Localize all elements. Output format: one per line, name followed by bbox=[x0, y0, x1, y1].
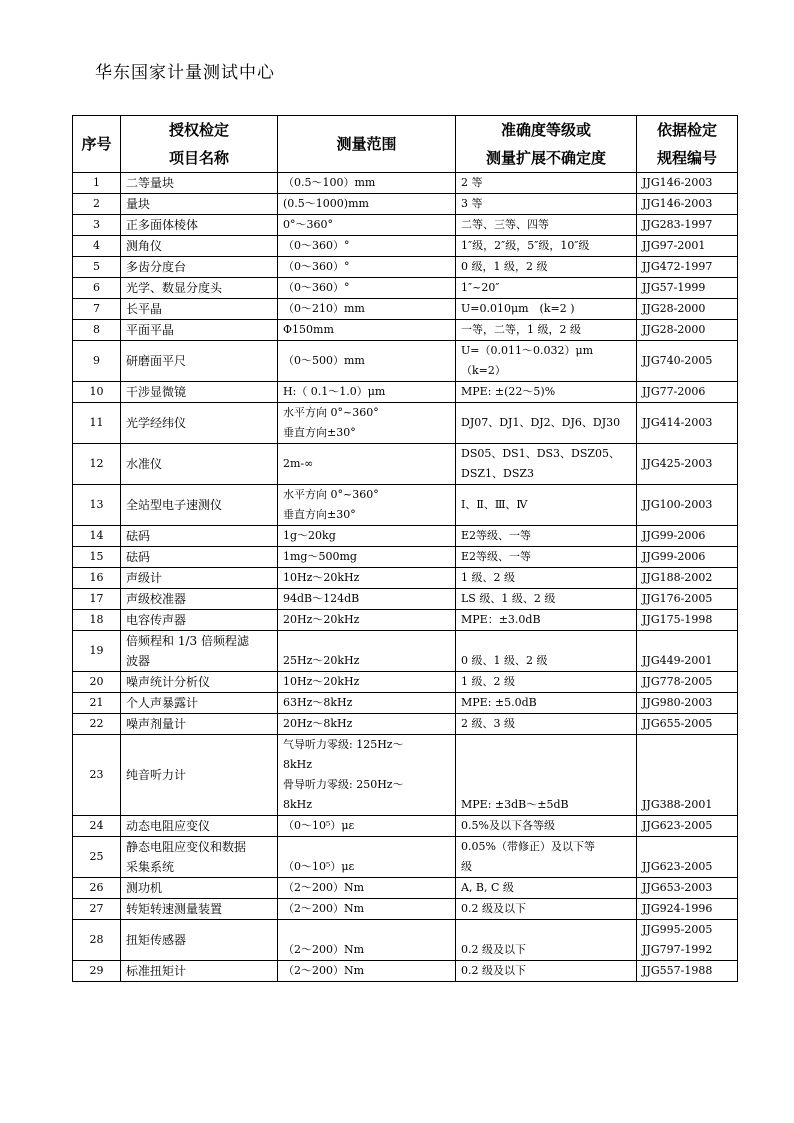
accuracy-grade: 1 级、2 级 bbox=[456, 568, 637, 589]
measurement-range: （0.5～100）mm bbox=[278, 173, 456, 194]
table-header-row bbox=[73, 116, 738, 173]
regulation-code: JJG388-2001 bbox=[637, 735, 738, 816]
row-number: 6 bbox=[73, 278, 121, 299]
measurement-range: （0～210）mm bbox=[278, 299, 456, 320]
accuracy-grade: Ⅰ、Ⅱ、Ⅲ、Ⅳ bbox=[456, 485, 637, 526]
row-number: 18 bbox=[73, 610, 121, 631]
accuracy-grade: E2等级、一等 bbox=[456, 547, 637, 568]
table-row bbox=[73, 961, 738, 982]
measurement-range: 20Hz～8kHz bbox=[278, 714, 456, 735]
accuracy-grade: E2等级、一等 bbox=[456, 526, 637, 547]
item-name: 噪声统计分析仪 bbox=[121, 672, 278, 693]
item-name: 量块 bbox=[121, 194, 278, 215]
accuracy-grade: 一等，二等，1 级，2 级 bbox=[456, 320, 637, 341]
item-name: 砝码 bbox=[121, 547, 278, 568]
item-name: 全站型电子速测仪 bbox=[121, 485, 278, 526]
regulation-code: JJG57-1999 bbox=[637, 278, 738, 299]
measurement-range: 20Hz～20kHz bbox=[278, 610, 456, 631]
regulation-code: JJG97-2001 bbox=[637, 236, 738, 257]
accuracy-grade: MPE: ±5.0dB bbox=[456, 693, 637, 714]
item-name: 噪声剂量计 bbox=[121, 714, 278, 735]
item-name: 纯音听力计 bbox=[121, 735, 278, 816]
item-name: 光学、数显分度头 bbox=[121, 278, 278, 299]
page-title: 华东国家计量测试中心 bbox=[95, 63, 275, 83]
regulation-code: JJG99-2006 bbox=[637, 547, 738, 568]
item-name: 测角仪 bbox=[121, 236, 278, 257]
row-number: 13 bbox=[73, 485, 121, 526]
row-number: 27 bbox=[73, 899, 121, 920]
regulation-code: JJG653-2003 bbox=[637, 878, 738, 899]
regulation-code: JJG623-2005 bbox=[637, 837, 738, 878]
table-row bbox=[73, 173, 738, 194]
row-number: 20 bbox=[73, 672, 121, 693]
row-number: 14 bbox=[73, 526, 121, 547]
header-basis-line: 规程编号 bbox=[656, 149, 717, 167]
accuracy-grade: U=0.010μm (k=2 ) bbox=[456, 299, 637, 320]
measurement-range-line: 骨导听力零级: 250Hz～ bbox=[283, 778, 404, 791]
row-number: 12 bbox=[73, 444, 121, 485]
item-name: 干涉显微镜 bbox=[121, 382, 278, 403]
table-row bbox=[73, 672, 738, 693]
row-number: 15 bbox=[73, 547, 121, 568]
regulation-code: JJG449-2001 bbox=[637, 631, 738, 672]
measurement-range: （0～360）° bbox=[278, 257, 456, 278]
measurement-range-line: 垂直方向±30° bbox=[283, 508, 356, 521]
measurement-range bbox=[278, 735, 456, 816]
regulation-code: JJG175-1998 bbox=[637, 610, 738, 631]
accuracy-grade: 二等、三等、四等 bbox=[456, 215, 637, 236]
measurement-range: （0～360）° bbox=[278, 278, 456, 299]
row-number: 26 bbox=[73, 878, 121, 899]
header-accuracy bbox=[456, 116, 637, 173]
item-name: 电容传声器 bbox=[121, 610, 278, 631]
regulation-code: JJG980-2003 bbox=[637, 693, 738, 714]
item-name: 二等量块 bbox=[121, 173, 278, 194]
row-number: 8 bbox=[73, 320, 121, 341]
table-row bbox=[73, 714, 738, 735]
table-row bbox=[73, 485, 738, 526]
header-basis-line: 依据检定 bbox=[656, 121, 717, 139]
table-row bbox=[73, 735, 738, 816]
row-number: 11 bbox=[73, 403, 121, 444]
table-body bbox=[73, 173, 738, 982]
measurement-range: （2～200）Nm bbox=[278, 920, 456, 961]
measurement-range: （2～200）Nm bbox=[278, 899, 456, 920]
accuracy-grade: 2 等 bbox=[456, 173, 637, 194]
accuracy-grade bbox=[456, 837, 637, 878]
measurement-range: （0～10⁵）με bbox=[278, 816, 456, 837]
table-row bbox=[73, 816, 738, 837]
row-number: 19 bbox=[73, 631, 121, 672]
header-accuracy-line: 准确度等级或 bbox=[500, 121, 591, 139]
item-name: 转矩转速测量装置 bbox=[121, 899, 278, 920]
table-row bbox=[73, 837, 738, 878]
regulation-code: JJG283-1997 bbox=[637, 215, 738, 236]
item-name-line: 波器 bbox=[126, 654, 151, 668]
regulation-code: JJG924-1996 bbox=[637, 899, 738, 920]
measurement-range: 2m-∞ bbox=[278, 444, 456, 485]
table-row bbox=[73, 403, 738, 444]
measurement-range-line: 垂直方向±30° bbox=[283, 426, 356, 439]
accuracy-grade-line: 0.05%（带修正）及以下等 bbox=[461, 840, 595, 853]
regulation-code: JJG146-2003 bbox=[637, 194, 738, 215]
table-row bbox=[73, 278, 738, 299]
table-row bbox=[73, 320, 738, 341]
row-number: 16 bbox=[73, 568, 121, 589]
regulation-code: JJG740-2005 bbox=[637, 341, 738, 382]
measurement-range: 1mg～500mg bbox=[278, 547, 456, 568]
regulation-code: JJG472-1997 bbox=[637, 257, 738, 278]
header-item-line: 授权检定 bbox=[168, 121, 229, 139]
regulation-code: JJG778-2005 bbox=[637, 672, 738, 693]
item-name: 声级校准器 bbox=[121, 589, 278, 610]
measurement-range: (0.5～1000)mm bbox=[278, 194, 456, 215]
table-row bbox=[73, 920, 738, 961]
regulation-code-line: JJG797-1992 bbox=[642, 943, 713, 956]
table-row bbox=[73, 215, 738, 236]
table-row bbox=[73, 382, 738, 403]
row-number: 1 bbox=[73, 173, 121, 194]
table-row bbox=[73, 194, 738, 215]
measurement-range-line: 8kHz bbox=[283, 798, 313, 811]
header-no: 序号 bbox=[73, 116, 121, 173]
accuracy-grade: 2 级、3 级 bbox=[456, 714, 637, 735]
accuracy-grade: 0.5%及以下各等级 bbox=[456, 816, 637, 837]
table-row bbox=[73, 444, 738, 485]
regulation-code: JJG28-2000 bbox=[637, 299, 738, 320]
accuracy-grade: MPE: ±(22～5)% bbox=[456, 382, 637, 403]
regulation-code: JJG99-2006 bbox=[637, 526, 738, 547]
table-row bbox=[73, 568, 738, 589]
measurement-range: （2～200）Nm bbox=[278, 961, 456, 982]
regulation-code: JJG146-2003 bbox=[637, 173, 738, 194]
accuracy-grade bbox=[456, 341, 637, 382]
table-row bbox=[73, 693, 738, 714]
row-number: 25 bbox=[73, 837, 121, 878]
row-number: 5 bbox=[73, 257, 121, 278]
accuracy-grade: DJ07、DJ1、DJ2、DJ6、DJ30 bbox=[456, 403, 637, 444]
item-name: 砝码 bbox=[121, 526, 278, 547]
regulation-code-line: JJG995-2005 bbox=[642, 923, 713, 936]
regulation-code: JJG77-2006 bbox=[637, 382, 738, 403]
accuracy-grade: 3 等 bbox=[456, 194, 637, 215]
item-name: 扭矩传感器 bbox=[121, 920, 278, 961]
measurement-range: 94dB～124dB bbox=[278, 589, 456, 610]
table-row bbox=[73, 631, 738, 672]
item-name: 标准扭矩计 bbox=[121, 961, 278, 982]
measurement-range-line: 水平方向 0°~360° bbox=[283, 488, 379, 501]
regulation-code: JJG188-2002 bbox=[637, 568, 738, 589]
regulation-code bbox=[637, 920, 738, 961]
item-name: 测功机 bbox=[121, 878, 278, 899]
item-name: 研磨面平尺 bbox=[121, 341, 278, 382]
accuracy-grade: 0.2 级及以下 bbox=[456, 920, 637, 961]
row-number: 23 bbox=[73, 735, 121, 816]
table-row bbox=[73, 589, 738, 610]
accuracy-grade: 0 级，1 级，2 级 bbox=[456, 257, 637, 278]
row-number: 3 bbox=[73, 215, 121, 236]
measurement-range-line: 水平方向 0°~360° bbox=[283, 406, 379, 419]
measurement-range-line: 气导听力零级: 125Hz～ bbox=[283, 738, 404, 751]
measurement-range: 1g～20kg bbox=[278, 526, 456, 547]
item-name: 个人声暴露计 bbox=[121, 693, 278, 714]
accuracy-grade bbox=[456, 444, 637, 485]
table-row bbox=[73, 341, 738, 382]
regulation-code: JJG176-2005 bbox=[637, 589, 738, 610]
measurement-range: （0～500）mm bbox=[278, 341, 456, 382]
row-number: 22 bbox=[73, 714, 121, 735]
measurement-range: 25Hz～20kHz bbox=[278, 631, 456, 672]
measurement-range: （0～360）° bbox=[278, 236, 456, 257]
header-accuracy-line: 测量扩展不确定度 bbox=[485, 149, 606, 167]
regulation-code: JJG557-1988 bbox=[637, 961, 738, 982]
accuracy-grade: 0.2 级及以下 bbox=[456, 899, 637, 920]
measurement-range: （2～200）Nm bbox=[278, 878, 456, 899]
table-row bbox=[73, 236, 738, 257]
header-range: 测量范围 bbox=[278, 116, 456, 173]
table-row bbox=[73, 299, 738, 320]
item-name-line: 倍频程和 1/3 倍频程滤 bbox=[126, 634, 249, 648]
header-basis bbox=[637, 116, 738, 173]
table-row bbox=[73, 547, 738, 568]
accuracy-grade: 0 级、1 级、2 级 bbox=[456, 631, 637, 672]
table-row bbox=[73, 257, 738, 278]
measurement-range-line: 8kHz bbox=[283, 758, 313, 771]
regulation-code: JJG655-2005 bbox=[637, 714, 738, 735]
accuracy-grade-line: DS05、DS1、DS3、DSZ05、 bbox=[461, 447, 621, 460]
regulation-code: JJG425-2003 bbox=[637, 444, 738, 485]
measurement-range: Φ150mm bbox=[278, 320, 456, 341]
measurement-range: 0°～360° bbox=[278, 215, 456, 236]
row-number: 29 bbox=[73, 961, 121, 982]
row-number: 28 bbox=[73, 920, 121, 961]
accuracy-grade: 1″级，2″级，5″级，10″级 bbox=[456, 236, 637, 257]
accuracy-grade: MPE: ±3dB～±5dB bbox=[456, 735, 637, 816]
measurement-range: 10Hz～20kHz bbox=[278, 672, 456, 693]
item-name-line: 静态电阻应变仪和数据 bbox=[126, 840, 247, 854]
item-name-line: 采集系统 bbox=[126, 860, 175, 874]
row-number: 2 bbox=[73, 194, 121, 215]
accuracy-grade: 0.2 级及以下 bbox=[456, 961, 637, 982]
accuracy-grade-line: 级 bbox=[461, 860, 472, 873]
accuracy-grade: MPE：±3.0dB bbox=[456, 610, 637, 631]
accuracy-grade: LS 级、1 级、2 级 bbox=[456, 589, 637, 610]
item-name: 声级计 bbox=[121, 568, 278, 589]
calibration-table bbox=[72, 115, 738, 982]
accuracy-grade-line: U=（0.011～0.032）μm bbox=[461, 344, 594, 357]
accuracy-grade: 1 级、2 级 bbox=[456, 672, 637, 693]
table-row bbox=[73, 899, 738, 920]
row-number: 17 bbox=[73, 589, 121, 610]
regulation-code: JJG28-2000 bbox=[637, 320, 738, 341]
item-name: 正多面体棱体 bbox=[121, 215, 278, 236]
accuracy-grade: 1″~20″ bbox=[456, 278, 637, 299]
measurement-range: H:（ 0.1～1.0）μm bbox=[278, 382, 456, 403]
table-row bbox=[73, 610, 738, 631]
measurement-range bbox=[278, 485, 456, 526]
table-row bbox=[73, 878, 738, 899]
accuracy-grade: A, B, C 级 bbox=[456, 878, 637, 899]
item-name: 水准仪 bbox=[121, 444, 278, 485]
measurement-range: （0～10⁵）με bbox=[278, 837, 456, 878]
item-name bbox=[121, 631, 278, 672]
table-row bbox=[73, 526, 738, 547]
item-name: 多齿分度台 bbox=[121, 257, 278, 278]
item-name: 动态电阻应变仪 bbox=[121, 816, 278, 837]
measurement-range: 63Hz～8kHz bbox=[278, 693, 456, 714]
regulation-code: JJG414-2003 bbox=[637, 403, 738, 444]
item-name: 光学经纬仪 bbox=[121, 403, 278, 444]
measurement-range: 10Hz～20kHz bbox=[278, 568, 456, 589]
row-number: 4 bbox=[73, 236, 121, 257]
header-item bbox=[121, 116, 278, 173]
accuracy-grade-line: DSZ1、DSZ3 bbox=[461, 467, 534, 480]
accuracy-grade-line: （k=2） bbox=[461, 364, 506, 377]
regulation-code: JJG623-2005 bbox=[637, 816, 738, 837]
row-number: 10 bbox=[73, 382, 121, 403]
measurement-range bbox=[278, 403, 456, 444]
item-name: 平面平晶 bbox=[121, 320, 278, 341]
regulation-code: JJG100-2003 bbox=[637, 485, 738, 526]
header-item-line: 项目名称 bbox=[168, 149, 229, 167]
row-number: 21 bbox=[73, 693, 121, 714]
row-number: 7 bbox=[73, 299, 121, 320]
row-number: 9 bbox=[73, 341, 121, 382]
item-name bbox=[121, 837, 278, 878]
item-name: 长平晶 bbox=[121, 299, 278, 320]
row-number: 24 bbox=[73, 816, 121, 837]
